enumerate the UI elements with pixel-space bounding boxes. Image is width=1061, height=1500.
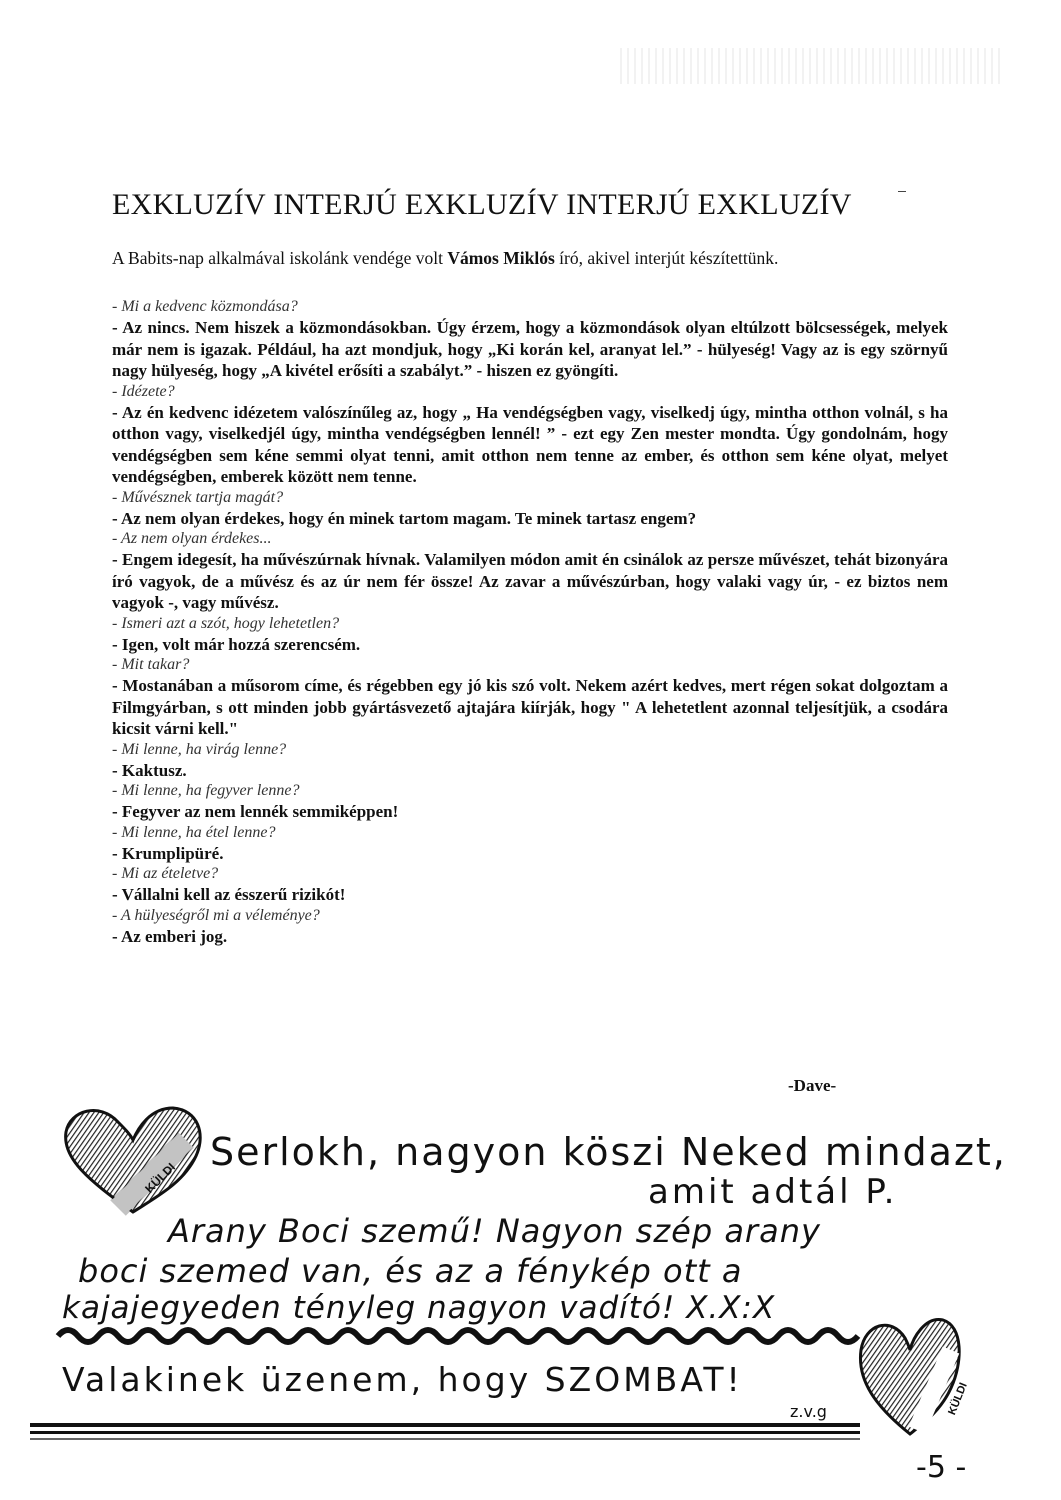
title-mark [898,191,906,192]
heart-label-right: KÜLDI [946,1381,970,1417]
interview-question: - Mi a kedvenc közmondása? [112,298,298,315]
interview-answer: - Az nem olyan érdekes, hogy én minek tartom magam. Te minek tartasz engem? [112,508,697,528]
interview-answer: - Fegyver az nem lennék semmiképpen! [112,802,399,821]
intro-paragraph [112,248,952,269]
interview-question: - A hülyeségről mi a véleménye? [112,906,320,924]
heart-stamp-right [855,1310,970,1440]
interview-question: - Mi lenne, ha fegyver lenne? [112,782,300,799]
interview-body [112,297,948,947]
page-title: EXKLUZÍV INTERJÚ EXKLUZÍV INTERJÚ EXKLUZÍV [112,188,852,221]
handwritten-initials: z.v.g [790,1402,827,1421]
scan-noise [620,48,1000,84]
intro-before: A Babits-nap alkalmával iskolánk vendége volt [112,248,448,268]
bottom-divider [30,1415,860,1445]
interview-answer: - Mostanában a műsorom címe, és régebben egy jó kis szó volt. Nekem azért kedves, mert régen sokat dolgoztam a Filmgyárban, s ott minden jobb gyártásvezető ajtajára kiírják, hogy " A lehetetlent azonnal teljesítjük, a csodára kicsit várni kell." [112,676,948,738]
interview-question: - Idézete? [112,382,175,400]
interview-question: - Ismeri azt a szót, hogy lehetetlen? [112,614,340,632]
interview-answer: - Az emberi jog. [112,926,228,946]
heart-stamp-left [58,1100,208,1220]
signature: -Dave- [788,1076,837,1095]
handwritten-line-2: amit adtál P. [648,1172,898,1212]
interview-answer: - Igen, volt már hozzá szerencsém. [112,634,361,654]
handwritten-line-3: Arany Boci szemű! Nagyon szép arany [168,1212,821,1250]
handwritten-line-5: kajajegyeden tényleg nagyon vadító! X.X:X [62,1290,776,1326]
handwritten-line-6: Valakinek üzenem, hogy SZOMBAT! [62,1360,743,1399]
wavy-divider [58,1322,868,1350]
interview-answer: - Engem idegesít, ha művészúrnak hívnak. Valamilyen módon amit én csinálok az persze művészet, tehát bizonyára író vagyok, de a művész és az úr nem fér össze! Az zavar a művészúrban, hogy valaki vagy úr, - ez biztos nem vagyok -, vagy művész. [112,550,948,612]
interview-answer: - Kaktusz. [112,760,187,780]
interview-question: - Mit takar? [112,656,190,673]
interview-question: - Az nem olyan érdekes... [112,530,272,547]
interview-question: - Mi az ételetve? [112,865,219,882]
handwritten-line-4: boci szemed van, és az a fénykép ott a [78,1252,743,1290]
interview-answer: - Vállalni kell az ésszerű rizikót! [112,885,346,904]
interview-answer: - Krumplipüré. [112,843,224,863]
heart-label-left: KÜLDI [142,1160,179,1196]
intro-after: író, akivel interjút készítettünk. [554,248,779,268]
interview-answer: - Az nincs. Nem hiszek a közmondásokban. Úgy érzem, hogy a közmondások olyan eltúlzott bölcsességek, melyek már nem is igazak. Például, ha azt mondjuk, hogy „Ki korán kel, aranyat lel.” - hülyeség! Vagy az is egy szörnyű nagy hülyeség, hogy „A kivétel erősíti a szabályt.” - hiszen ez gyöngíti. [112,318,948,380]
interview-question: - Művésznek tartja magát? [112,488,284,506]
handwritten-line-1: Serlokh, nagyon köszi Neked mindazt, [210,1130,1007,1174]
page-number: -5 - [916,1450,967,1485]
interview-answer: - Az én kedvenc idézetem valószínűleg az, hogy „ Ha vendégségben vagy, viselkedj úgy, mintha otthon volnál, s ha otthon vagy, viselkedjél úgy, mintha vendégségben lennél! ” - ezt egy Zen mester mondta. Úgy gondolnám, hogy vendégségben sem kéne semmi olyat tenni, amit otthon nem tenne az ember, és otthon sem kéne olyat, melyet vendégségben, emberek között nem tenne. [112,402,948,486]
interview-question: - Mi lenne, ha étel lenne? [112,823,276,841]
interview-question: - Mi lenne, ha virág lenne? [112,740,287,758]
author-name: Vámos Miklós [447,248,555,268]
